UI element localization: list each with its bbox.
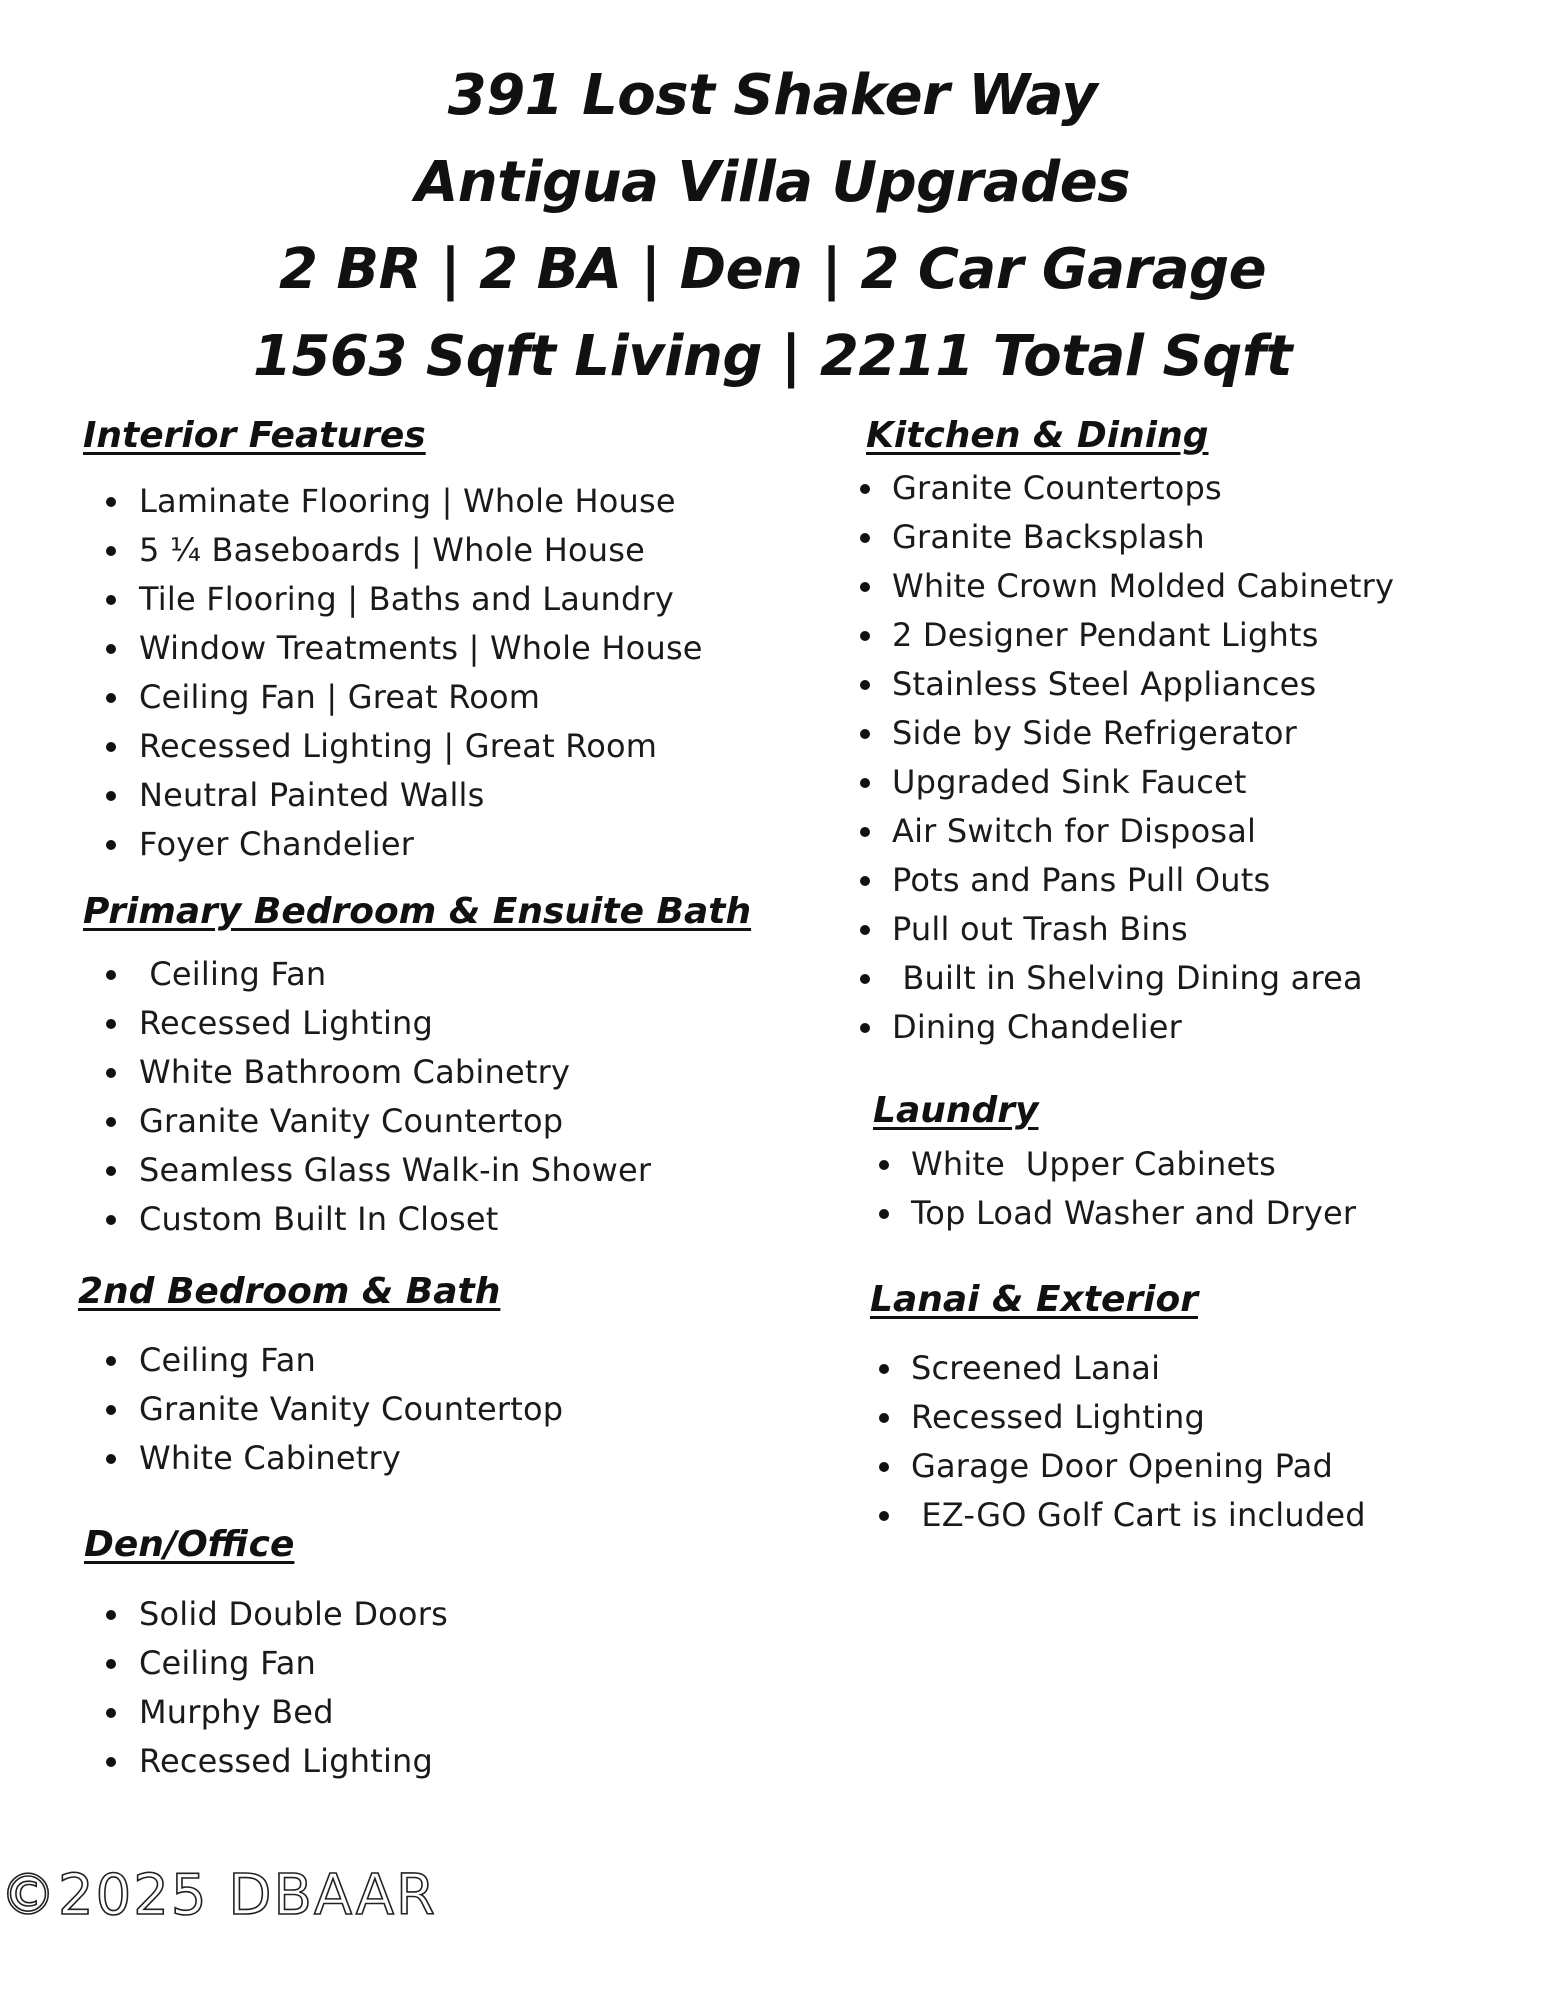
list-item-text: EZ-GO Golf Cart is included [911, 1496, 1366, 1534]
bullet-icon [106, 1356, 116, 1366]
list-item-text: Ceiling Fan [139, 955, 327, 993]
feature-list [83, 477, 703, 869]
list-item [836, 758, 1394, 807]
bullet-icon [106, 1068, 116, 1078]
section-heading: Interior Features [83, 415, 426, 456]
list-item [83, 820, 703, 869]
list-item [83, 575, 703, 624]
bullet-icon [106, 1215, 116, 1225]
list-item-text: Side by Side Refrigerator [892, 714, 1298, 752]
list-item-text: Screened Lanai [911, 1349, 1161, 1387]
list-item [83, 673, 703, 722]
section-heading: Primary Bedroom & Ensuite Bath [83, 891, 752, 932]
list-item-text: Garage Door Opening Pad [911, 1447, 1333, 1485]
list-item-text: Pull out Trash Bins [892, 910, 1188, 948]
list-item-text: Built in Shelving Dining area [892, 959, 1363, 997]
bullet-icon [106, 970, 116, 980]
bullet-icon [106, 497, 116, 507]
list-item-text: Recessed Lighting | Great Room [139, 727, 658, 765]
bullet-icon [860, 680, 870, 690]
list-item [83, 1434, 563, 1483]
list-item [83, 1048, 751, 1097]
bullet-icon [106, 1757, 116, 1767]
list-item-text: Tile Flooring | Baths and Laundry [139, 580, 675, 618]
list-item-text: Dining Chandelier [892, 1008, 1183, 1046]
list-item [83, 1146, 751, 1195]
list-item [83, 1385, 563, 1434]
list-item [83, 477, 703, 526]
list-item [83, 1097, 751, 1146]
list-item [83, 999, 751, 1048]
bullet-icon [860, 729, 870, 739]
section-heading: Lanai & Exterior [870, 1279, 1198, 1320]
list-item-text: Ceiling Fan | Great Room [139, 678, 541, 716]
feature-list [836, 464, 1394, 1052]
bullet-icon [860, 974, 870, 984]
bullet-icon [106, 1166, 116, 1176]
section-interior-features [83, 414, 703, 869]
list-item-text: Recessed Lighting [911, 1398, 1206, 1436]
list-item [83, 1688, 448, 1737]
list-item [855, 1140, 1356, 1189]
list-item [83, 1336, 563, 1385]
list-item-text: Murphy Bed [139, 1693, 334, 1731]
list-item [83, 950, 751, 999]
bullet-icon [879, 1511, 889, 1521]
list-item [83, 1590, 448, 1639]
bullet-icon [860, 925, 870, 935]
list-item [83, 1639, 448, 1688]
bullet-icon [860, 778, 870, 788]
bullet-icon [860, 484, 870, 494]
list-item [83, 1737, 448, 1786]
list-item [855, 1491, 1366, 1540]
bullet-icon [106, 1708, 116, 1718]
section-heading: 2nd Bedroom & Bath [78, 1271, 501, 1312]
bullet-icon [106, 1405, 116, 1415]
title-address: 391 Lost Shaker Way [447, 63, 1098, 128]
title-rooms: 2 BR | 2 BA | Den | 2 Car Garage [278, 237, 1267, 302]
bullet-icon [106, 644, 116, 654]
bullet-icon [860, 533, 870, 543]
feature-list [855, 1140, 1356, 1238]
list-item-text: Recessed Lighting [139, 1004, 434, 1042]
list-item-text: Window Treatments | Whole House [139, 629, 703, 667]
list-item [836, 954, 1394, 1003]
bullet-icon [106, 791, 116, 801]
section-second-bedroom [78, 1270, 563, 1483]
bullet-icon [106, 693, 116, 703]
list-item [836, 905, 1394, 954]
bullet-icon [106, 742, 116, 752]
list-item-text: Air Switch for Disposal [892, 812, 1257, 850]
section-laundry [873, 1089, 1356, 1238]
feature-list [83, 950, 751, 1244]
bullet-icon [860, 827, 870, 837]
bullet-icon [106, 546, 116, 556]
list-item-text: Custom Built In Closet [139, 1200, 499, 1238]
bullet-icon [106, 1610, 116, 1620]
feature-list [855, 1344, 1366, 1540]
list-item-text: Recessed Lighting [139, 1742, 434, 1780]
list-item-text: Granite Backsplash [892, 518, 1205, 556]
bullet-icon [860, 1023, 870, 1033]
bullet-icon [106, 595, 116, 605]
list-item-text: Granite Vanity Countertop [139, 1102, 564, 1140]
list-item-text: Laminate Flooring | Whole House [139, 482, 676, 520]
list-item-text: White Bathroom Cabinetry [139, 1053, 571, 1091]
list-item [83, 526, 703, 575]
list-item-text: White Upper Cabinets [911, 1145, 1276, 1183]
title-sqft: 1563 Sqft Living | 2211 Total Sqft [253, 324, 1292, 389]
bullet-icon [879, 1160, 889, 1170]
bullet-icon [879, 1413, 889, 1423]
list-item-text: Foyer Chandelier [139, 825, 415, 863]
list-item [83, 624, 703, 673]
list-item [83, 1195, 751, 1244]
copyright-watermark: ©2025 DBAAR [0, 1863, 437, 1928]
list-item [836, 856, 1394, 905]
list-item [83, 771, 703, 820]
list-item [855, 1344, 1366, 1393]
list-item-text: Solid Double Doors [139, 1595, 448, 1633]
list-item [855, 1442, 1366, 1491]
bullet-icon [860, 876, 870, 886]
page-title [0, 52, 1545, 400]
list-item-text: White Crown Molded Cabinetry [892, 567, 1395, 605]
list-item-text: Seamless Glass Walk-in Shower [139, 1151, 652, 1189]
list-item [836, 611, 1394, 660]
list-item [836, 1003, 1394, 1052]
bullet-icon [106, 840, 116, 850]
section-kitchen-dining [866, 414, 1394, 1052]
list-item-text: Stainless Steel Appliances [892, 665, 1317, 703]
list-item-text: White Cabinetry [139, 1439, 401, 1477]
bullet-icon [879, 1364, 889, 1374]
list-item-text: 2 Designer Pendant Lights [892, 616, 1319, 654]
section-den-office [84, 1523, 448, 1786]
list-item [836, 513, 1394, 562]
bullet-icon [106, 1117, 116, 1127]
bullet-icon [860, 582, 870, 592]
bullet-icon [106, 1454, 116, 1464]
list-item [855, 1393, 1366, 1442]
bullet-icon [879, 1462, 889, 1472]
bullet-icon [879, 1209, 889, 1219]
section-lanai-exterior [870, 1278, 1366, 1540]
list-item-text: Granite Countertops [892, 469, 1222, 507]
section-heading: Laundry [873, 1090, 1039, 1131]
section-primary-bedroom [83, 890, 751, 1244]
list-item-text: Ceiling Fan [139, 1644, 317, 1682]
feature-list [78, 1336, 563, 1483]
list-item-text: 5 ¼ Baseboards | Whole House [139, 531, 645, 569]
section-heading: Den/Office [84, 1524, 295, 1565]
section-heading: Kitchen & Dining [866, 415, 1209, 456]
list-item [836, 660, 1394, 709]
bullet-icon [106, 1659, 116, 1669]
bullet-icon [860, 631, 870, 641]
list-item [83, 722, 703, 771]
bullet-icon [106, 1019, 116, 1029]
list-item-text: Granite Vanity Countertop [139, 1390, 564, 1428]
list-item-text: Pots and Pans Pull Outs [892, 861, 1271, 899]
title-upgrades: Antigua Villa Upgrades [414, 150, 1131, 215]
list-item-text: Ceiling Fan [139, 1341, 317, 1379]
list-item-text: Neutral Painted Walls [139, 776, 485, 814]
list-item [836, 562, 1394, 611]
feature-list [83, 1590, 448, 1786]
list-item-text: Top Load Washer and Dryer [911, 1194, 1357, 1232]
list-item-text: Upgraded Sink Faucet [892, 763, 1247, 801]
list-item [855, 1189, 1356, 1238]
list-item [836, 709, 1394, 758]
list-item [836, 807, 1394, 856]
list-item [836, 464, 1394, 513]
